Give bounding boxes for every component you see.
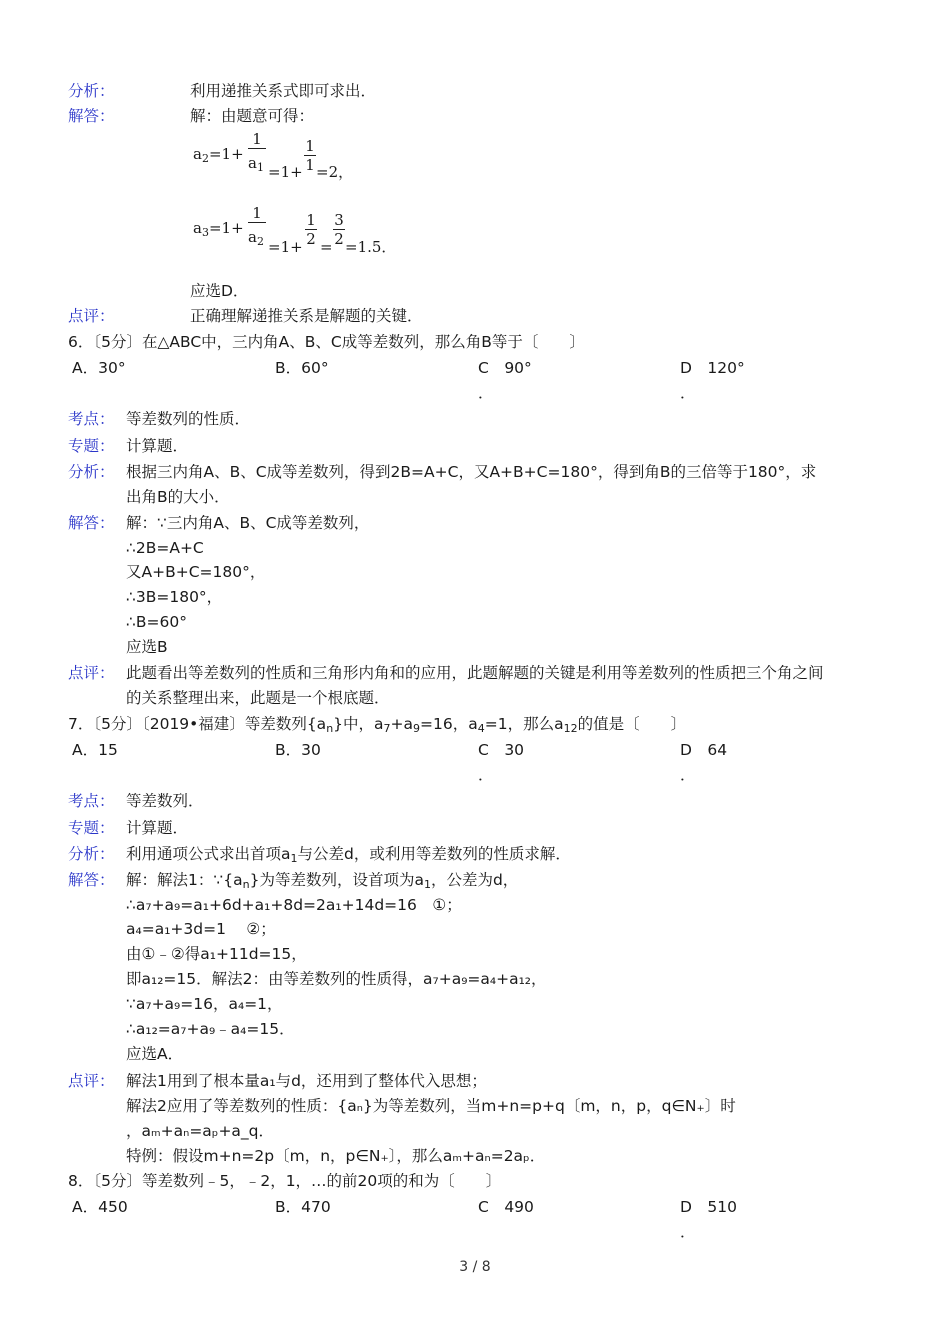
q6-option-b: B．60° — [275, 359, 329, 377]
comment-label: 点评： — [68, 307, 115, 325]
q6-option-a: A．30° — [72, 359, 126, 377]
q7-kd-label: 考点： — [68, 792, 115, 810]
q7-kd: 等差数列． — [126, 792, 204, 810]
analysis-label: 分析： — [68, 82, 115, 100]
q6-kd: 等差数列的性质． — [126, 410, 251, 428]
q6-jd-line2: ∴2B=A+C — [126, 539, 204, 557]
q7-option-c-dot: ． — [478, 766, 494, 784]
q7-jd-line1: 解：解法1：$\because\{a_n\}$为等差数列，设首项为$a_1$，公差为d， — [126, 871, 519, 891]
q6-zt-label: 专题： — [68, 437, 115, 455]
q6-option-c-dot: ． — [478, 384, 494, 402]
q6-dp-label: 点评： — [68, 664, 115, 682]
q7-jd-line8: 应选A． — [126, 1045, 184, 1063]
q6-fx-line1: 根据三内角A、B、C成等差数列，得到2B=A+C，又A+B+C=180°，得到角B的三倍等于180°，求 — [126, 463, 817, 481]
question-8-stem: 8．〔5分〕等差数列﹣5，﹣2，1，…的前20项的和为〔 〕 — [68, 1172, 502, 1190]
page-number: 3 / 8 — [459, 1259, 491, 1275]
q7-dp-line4: 特例：假设m+n=2p〔m，n，p∈N₊〕，那么aₘ+aₙ=2aₚ． — [126, 1147, 546, 1165]
q7-option-a: A．15 — [72, 741, 118, 759]
q6-zt: 计算题． — [126, 437, 189, 455]
q6-fx-label: 分析： — [68, 463, 115, 481]
comment-text: 正确理解递推关系是解题的关键． — [190, 307, 423, 325]
q8-option-d: D 510 — [680, 1198, 738, 1216]
q7-jd-line2: ∴a₇+a₉=a₁+6d+a₁+8d=2a₁+14d=16 ①； — [126, 896, 462, 914]
q6-jd-line6: 应选B — [126, 638, 168, 656]
q6-jd-line4: ∴3B=180°， — [126, 588, 223, 606]
q7-dp-line1: 解法1用到了根本量a₁与d，还用到了整体代入思想； — [126, 1072, 487, 1090]
q7-jd-line4: 由①﹣②得a₁+11d=15， — [126, 945, 307, 963]
q7-zt-label: 专题： — [68, 819, 115, 837]
choose-text: 应选D． — [190, 282, 249, 300]
q6-fx-line2: 出角B的大小． — [126, 488, 230, 506]
q7-dp-line2: 解法2应用了等差数列的性质：{aₙ}为等差数列，当m+n=p+q〔m，n，p，q∈N₊〕时 — [126, 1097, 736, 1115]
q6-kd-label: 考点： — [68, 410, 115, 428]
answer-text: 解：由题意可得： — [190, 107, 315, 125]
q7-fx-label: 分析： — [68, 845, 115, 863]
q6-jd-label: 解答： — [68, 514, 115, 532]
q6-dp-line2: 的关系整理出来，此题是一个根底题． — [126, 689, 390, 707]
q8-option-d-dot: ． — [680, 1223, 696, 1241]
question-6-stem: 6．〔5分〕在△ABC中，三内角A、B、C成等差数列，那么角B等于〔 〕 — [68, 333, 585, 351]
q7-jd-line5: 即a₁₂=15．解法2：由等差数列的性质得，a₇+a₉=a₄+a₁₂， — [126, 970, 547, 988]
q7-jd-label: 解答： — [68, 871, 115, 889]
q7-jd-line7: ∴a₁₂=a₇+a₉﹣a₄=15． — [126, 1020, 295, 1038]
q7-option-d-dot: ． — [680, 766, 696, 784]
q7-option-b: B．30 — [275, 741, 321, 759]
q8-option-a: A．450 — [72, 1198, 128, 1216]
q7-fx: 利用通项公式求出首项$a_1$与公差d，或利用等差数列的性质求解． — [126, 845, 571, 865]
q7-jd-line6: ∵a₇+a₉=16，a₄=1， — [126, 995, 283, 1013]
analysis-text: 利用递推关系式即可求出． — [190, 82, 377, 100]
q7-jd-line3: a₄=a₁+3d=1 ②； — [126, 920, 276, 938]
q6-option-d-dot: ． — [680, 384, 696, 402]
q8-option-c: C 490 — [478, 1198, 534, 1216]
q6-jd-line1: 解：∵三内角A、B、C成等差数列， — [126, 514, 370, 532]
q7-dp-line3: ，aₘ+aₙ=aₚ+a_q． — [126, 1122, 275, 1140]
q8-option-b: B．470 — [275, 1198, 331, 1216]
q7-option-c: C 30 — [478, 741, 525, 759]
q6-jd-line3: 又A+B+C=180°， — [126, 563, 266, 581]
q7-option-d: D 64 — [680, 741, 728, 759]
answer-label: 解答： — [68, 107, 115, 125]
question-7-stem: 7．〔5分〕〔2019•福建〕等差数列$\{a_n\}$中，$a_7+a_9=16$，$a_4=1$，那么$a_{12}$的值是〔 〕 — [68, 715, 687, 735]
q6-option-c: C 90° — [478, 359, 532, 377]
q6-jd-line5: ∴B=60° — [126, 613, 187, 631]
q7-dp-label: 点评： — [68, 1072, 115, 1090]
q6-dp-line1: 此题看出等差数列的性质和三角形内角和的应用，此题解题的关键是利用等差数列的性质把三个角之间 — [126, 664, 824, 682]
q6-option-d: D 120° — [680, 359, 745, 377]
q7-zt: 计算题． — [126, 819, 189, 837]
